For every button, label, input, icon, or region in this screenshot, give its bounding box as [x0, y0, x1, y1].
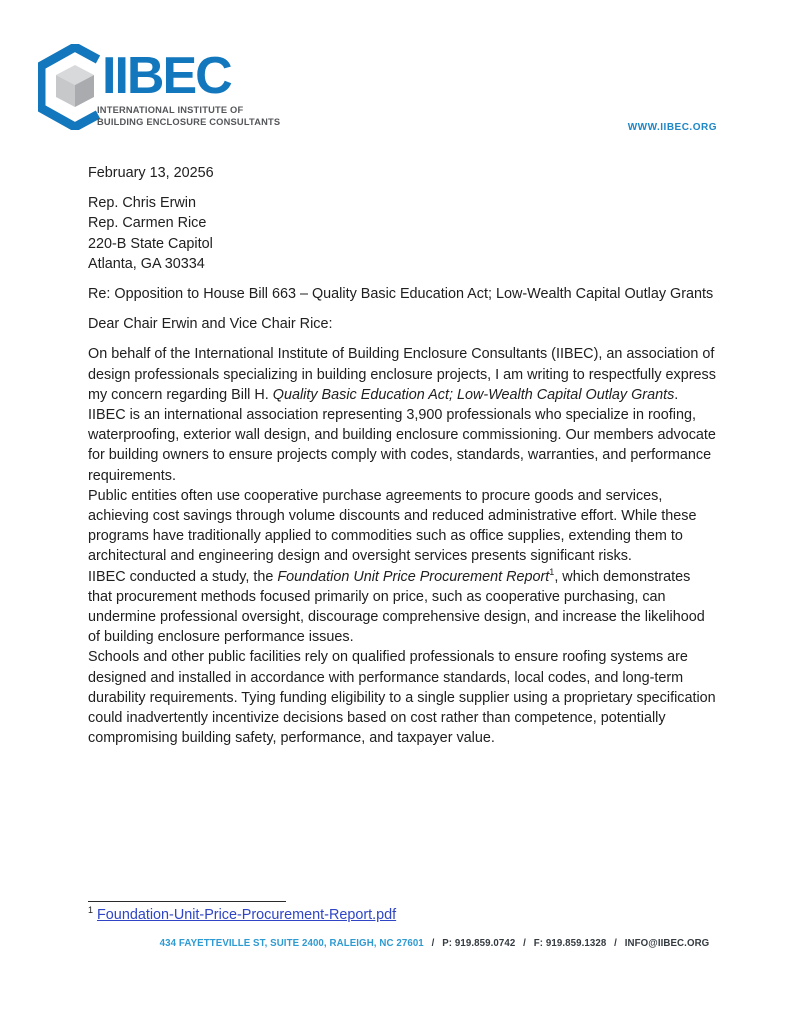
footnote-divider	[88, 901, 286, 902]
footnote	[88, 901, 396, 923]
footer-fax: F: 919.859.1328	[533, 938, 607, 949]
footer-address: 434 FAYETTEVILLE ST, SUITE 2400, RALEIGH, NC 27601	[159, 938, 424, 949]
recipient-line: Atlanta, GA 30334	[88, 255, 205, 272]
subject-line: Re: Opposition to House Bill 663 – Quality Basic Education Act; Low-Wealth Capital Outlay Grants	[88, 286, 714, 303]
iibec-logo	[38, 42, 298, 137]
footer-email: INFO@IIBEC.ORG	[624, 938, 710, 949]
logo-tagline	[97, 105, 280, 128]
footnote-marker: 1	[88, 905, 94, 916]
recipient-line: 220-B State Capitol	[88, 235, 213, 252]
logo-tagline-line1: INTERNATIONAL INSTITUTE OF	[97, 105, 244, 115]
letter-paragraphs	[88, 344, 716, 748]
salutation: Dear Chair Erwin and Vice Chair Rice:	[88, 316, 333, 333]
recipient-line: Rep. Carmen Rice	[88, 215, 207, 232]
footnote-line	[88, 907, 396, 923]
footnote-link[interactable]: Foundation-Unit-Price-Procurement-Report.pdf	[97, 907, 397, 923]
logo-tagline-line2: BUILDING ENCLOSURE CONSULTANTS	[97, 116, 281, 127]
letter-paragraph: On behalf of the International Institute of Building Enclosure Consultants (IIBEC), an association of design professionals specializing in building enclosure projects, I am writing to respectfully express my concern regarding Bill H. Quality Basic Education Act; Low-Wealth Capital Outlay Grants.	[88, 346, 716, 403]
website-url: WWW.IIBEC.ORG	[627, 122, 717, 133]
letter-paragraph: IIBEC is an international association representing 3,900 professionals who specialize in roofing, waterproofing, exterior wall design, and building enclosure commissioning. Our members advocate for building owners to ensure projects comply with codes, standards, warranties, and performance requirements.	[88, 407, 716, 484]
recipient-address	[88, 193, 716, 274]
footer-separator: /	[431, 938, 435, 949]
letter-paragraph: IIBEC conducted a study, the Foundation Unit Price Procurement Report$^1$, which demonstrates that procurement methods focused primarily on price, such as cooperative purchasing, can undermine professional oversight, discourage comprehensive design, and increase the likelihood of building enclosure performance issues.	[88, 566, 705, 646]
page-footer	[0, 938, 791, 949]
footer-separator: /	[614, 938, 617, 949]
letter-paragraph: Schools and other public facilities rely on qualified professionals to ensure roofing systems are designed and installed in accordance with performance standards, local codes, and long-term durability requirements. Tying funding eligibility to a single supplier using a proprietary specification could inadvertently incentivize decisions based on cost rather than competence, potentially compromising building safety, performance, and taxpayer value.	[88, 649, 716, 747]
letter-date: February 13, 20256	[88, 165, 214, 181]
recipient-line: Rep. Chris Erwin	[88, 195, 196, 212]
brand-wordmark: IIBEC	[102, 47, 231, 105]
footer-separator: /	[523, 938, 526, 949]
letter-paragraph: Public entities often use cooperative purchase agreements to procure goods and services, achieving cost savings through volume discounts and reduced administrative effort. While these programs have traditionally applied to commodities such as office supplies, extending them to architectural and engineering design and oversight services presents significant risks.	[88, 487, 697, 565]
letter-body	[88, 163, 716, 758]
footer-phone: P: 919.859.0742	[442, 938, 516, 949]
